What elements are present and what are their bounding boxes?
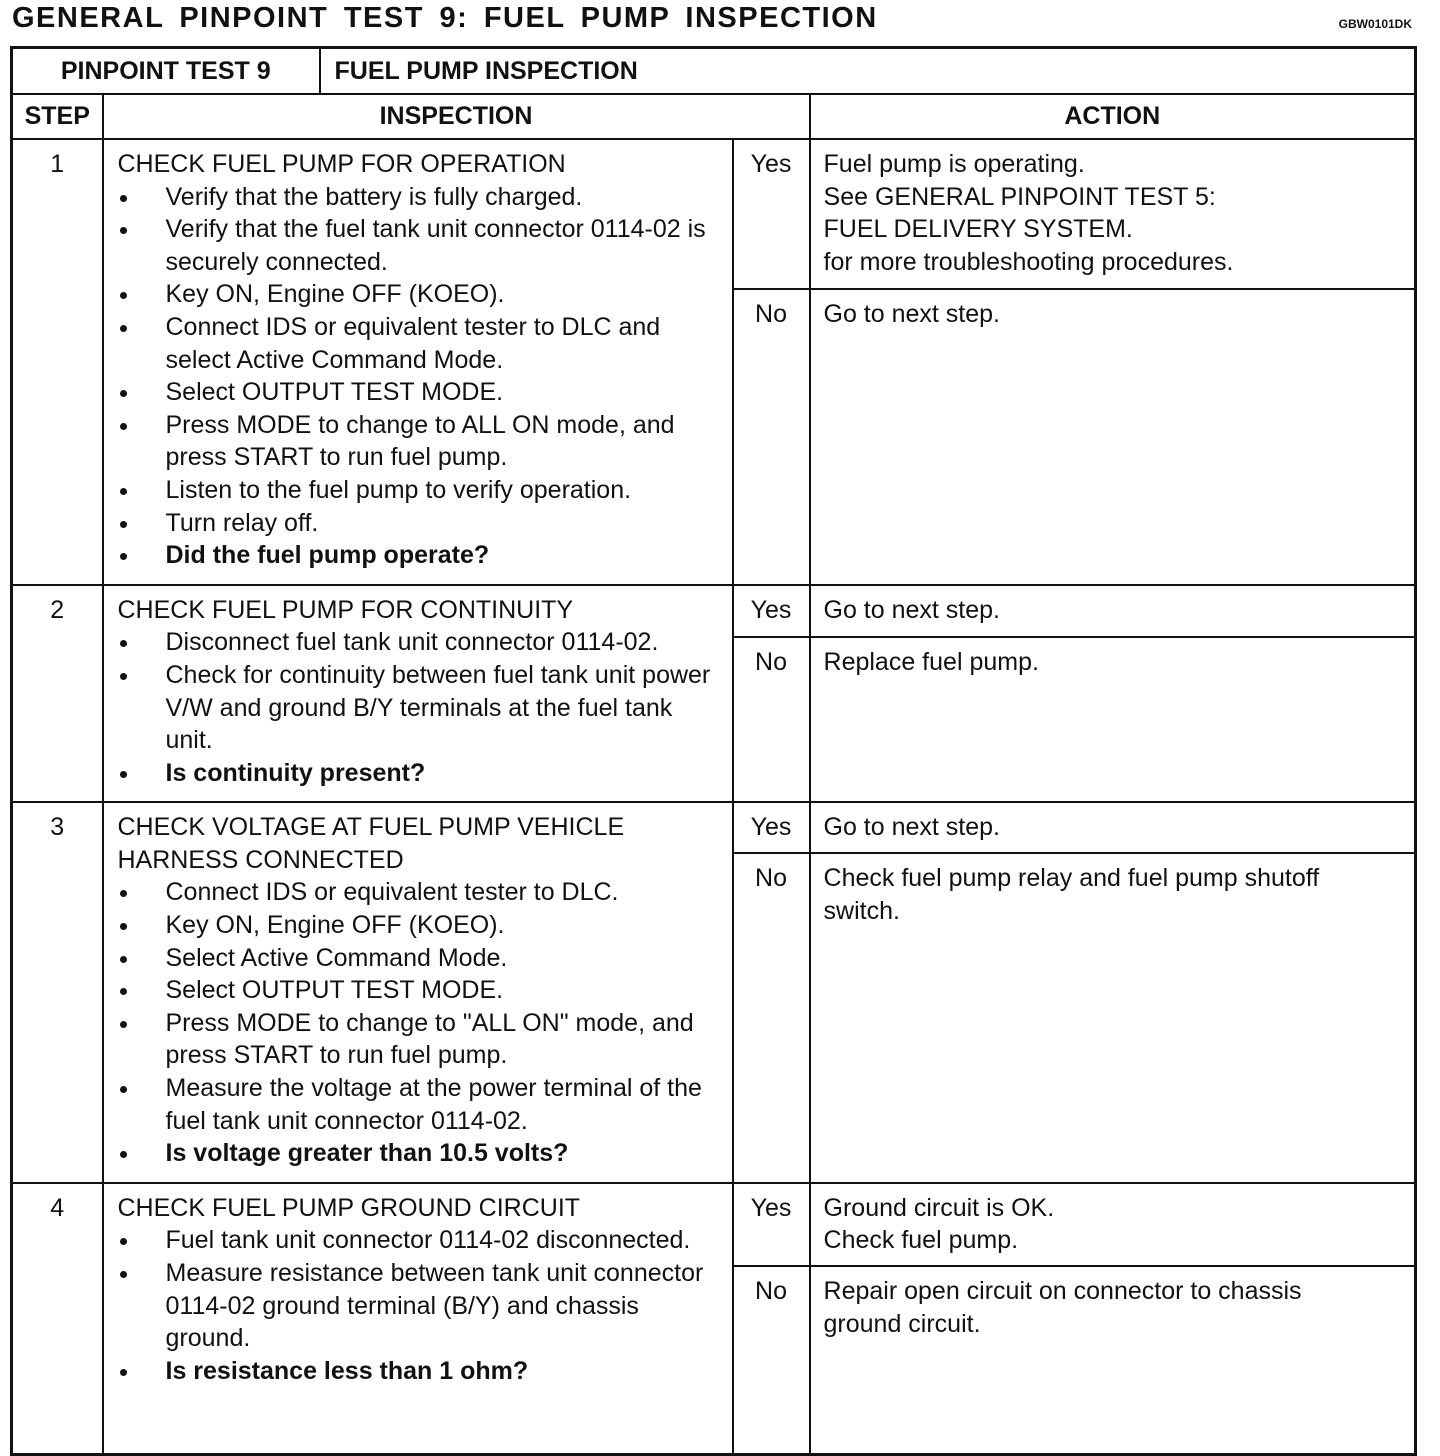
yes-action — [810, 1183, 1416, 1266]
test-label: PINPOINT TEST 9 — [12, 48, 320, 95]
action-line: Ground circuit is OK. — [823, 1193, 1055, 1222]
inspection-bullet: Turn relay off. — [118, 507, 718, 540]
step-title: CHECK FUEL PUMP GROUND CIRCUIT — [117, 1193, 581, 1222]
no-action — [810, 1266, 1416, 1454]
step-row — [12, 802, 1416, 853]
no-label: No — [733, 853, 810, 1183]
inspection-bullet: Key ON, Engine OFF (KOEO). — [118, 278, 718, 311]
inspection-bullet: Measure resistance between tank unit connector 0114-02 ground terminal (B/Y) and chassis ground. — [118, 1257, 718, 1355]
inspection-bullet-list — [118, 1224, 718, 1387]
inspection-bullet: Verify that the battery is fully charged. — [118, 181, 718, 214]
inspection-question: Is voltage greater than 10.5 volts? — [118, 1137, 718, 1170]
action-line: Check fuel pump. — [823, 1226, 1019, 1255]
step-title: CHECK VOLTAGE AT FUEL PUMP VEHICLE HARNESS CONNECTED — [117, 813, 625, 874]
action-line: Check fuel pump relay and fuel pump shutoff — [823, 864, 1320, 893]
inspection-bullet: Select OUTPUT TEST MODE. — [118, 974, 718, 1007]
no-action — [810, 853, 1416, 1183]
inspection-bullet: Verify that the fuel tank unit connector 0114-02 is securely connected. — [118, 213, 718, 278]
inspection-cell — [103, 802, 733, 1183]
inspection-bullet: Listen to the fuel pump to verify operation. — [118, 474, 718, 507]
column-header-row — [12, 94, 1416, 139]
action-line: Go to next step. — [823, 300, 1001, 329]
yes-action — [810, 139, 1416, 289]
test-header-row — [12, 48, 1416, 95]
inspection-bullet: Measure the voltage at the power terminal of the fuel tank unit connector 0114-02. — [118, 1072, 718, 1137]
yes-action — [810, 802, 1416, 853]
inspection-bullet: Select OUTPUT TEST MODE. — [118, 376, 718, 409]
action-column-header: ACTION — [810, 94, 1416, 139]
no-action — [810, 289, 1416, 585]
pinpoint-test-table — [10, 46, 1417, 1456]
document-code: GBW0101DK — [1338, 17, 1412, 31]
step-title: CHECK FUEL PUMP FOR OPERATION — [117, 150, 566, 178]
inspection-bullet: Press MODE to change to ALL ON mode, and press START to run fuel pump. — [118, 409, 718, 474]
yes-label: Yes — [733, 802, 810, 853]
action-line: switch. — [823, 896, 900, 925]
action-line: for more troubleshooting procedures. — [823, 247, 1234, 276]
action-line: See GENERAL PINPOINT TEST 5: — [823, 182, 1216, 211]
step-title: CHECK FUEL PUMP FOR CONTINUITY — [117, 595, 574, 624]
inspection-column-header: INSPECTION — [103, 94, 810, 139]
action-line: Go to next step. — [823, 595, 1001, 624]
inspection-bullet: Check for continuity between fuel tank unit power V/W and ground B/Y terminals at the fuel tank unit. — [118, 659, 718, 757]
inspection-bullet-list — [118, 626, 718, 789]
step-row — [12, 1183, 1416, 1266]
action-line: Replace fuel pump. — [823, 647, 1039, 676]
inspection-bullet: Disconnect fuel tank unit connector 0114-02. — [118, 626, 718, 659]
no-label: No — [733, 1266, 810, 1454]
step-column-header: STEP — [12, 94, 103, 139]
action-line: Repair open circuit on connector to chassis — [823, 1277, 1302, 1305]
page-title: GENERAL PINPOINT TEST 9: FUEL PUMP INSPECTION — [12, 2, 878, 34]
inspection-cell — [103, 585, 733, 803]
inspection-question: Is resistance less than 1 ohm? — [118, 1355, 718, 1388]
inspection-bullet-list — [118, 181, 718, 572]
step-number: 3 — [12, 802, 103, 1183]
yes-action — [810, 585, 1416, 637]
inspection-bullet: Connect IDS or equivalent tester to DLC and select Active Command Mode. — [118, 311, 718, 376]
no-label: No — [733, 637, 810, 802]
yes-label: Yes — [733, 139, 810, 289]
inspection-cell — [103, 139, 733, 585]
inspection-bullet: Press MODE to change to "ALL ON" mode, and press START to run fuel pump. — [118, 1007, 718, 1072]
no-label: No — [733, 289, 810, 585]
inspection-question: Is continuity present? — [118, 757, 718, 790]
inspection-bullet: Select Active Command Mode. — [118, 942, 718, 975]
action-line: Go to next step. — [823, 813, 1001, 842]
inspection-bullet: Fuel tank unit connector 0114-02 disconnected. — [118, 1224, 718, 1257]
step-row — [12, 139, 1416, 289]
inspection-bullet: Key ON, Engine OFF (KOEO). — [118, 909, 718, 942]
action-line: ground circuit. — [823, 1309, 981, 1338]
inspection-question: Did the fuel pump operate? — [118, 539, 718, 572]
step-number: 2 — [12, 585, 103, 803]
action-line: Fuel pump is operating. — [823, 150, 1085, 178]
test-title: FUEL PUMP INSPECTION — [320, 48, 1416, 95]
step-number: 4 — [12, 1183, 103, 1454]
steps-body — [12, 139, 1416, 1454]
yes-label: Yes — [733, 1183, 810, 1266]
step-row — [12, 585, 1416, 637]
inspection-cell — [103, 1183, 733, 1454]
no-action — [810, 637, 1416, 802]
inspection-bullet: Connect IDS or equivalent tester to DLC. — [118, 876, 718, 909]
step-number: 1 — [12, 139, 103, 585]
inspection-bullet-list — [118, 876, 718, 1169]
yes-label: Yes — [733, 585, 810, 637]
action-line: FUEL DELIVERY SYSTEM. — [823, 215, 1133, 244]
